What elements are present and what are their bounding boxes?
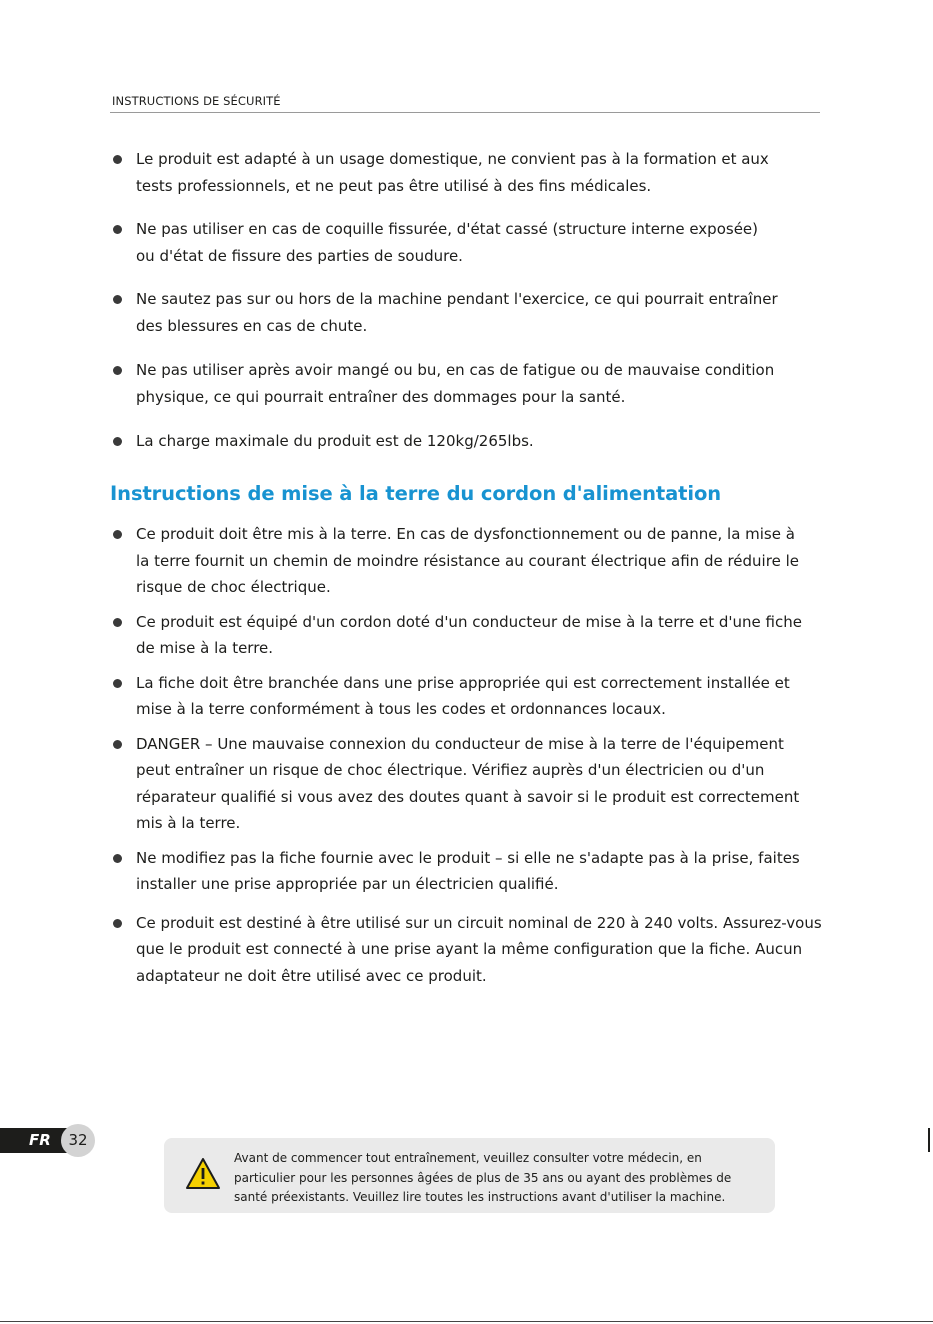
bullet-item — [110, 521, 872, 601]
bullet-line: Ce produit est équipé d'un cordon doté d'un conducteur de mise à la terre et d'une fiche — [136, 612, 802, 631]
grounding-list — [110, 521, 872, 997]
bullet-icon — [113, 437, 122, 446]
bullet-icon — [113, 366, 122, 375]
language-label: FR — [29, 1131, 51, 1149]
bullet-icon — [113, 225, 122, 234]
bullet-line: physique, ce qui pourrait entraîner des dommages pour la santé. — [136, 387, 626, 406]
bullet-item — [110, 428, 850, 455]
bullet-line: réparateur qualifié si vous avez des doutes quant à savoir si le produit est correctement — [136, 787, 800, 806]
bullet-line: Ne pas utiliser en cas de coquille fissurée, d'état cassé (structure interne exposée) — [136, 220, 759, 238]
bullet-item — [110, 357, 850, 410]
bullet-icon — [113, 295, 122, 304]
bullet-line: risque de choc électrique. — [136, 578, 331, 596]
bullet-line: la terre fournit un chemin de moindre résistance au courant électrique afin de réduire le — [136, 551, 799, 570]
safety-list — [110, 146, 850, 472]
bullet-item — [110, 286, 850, 339]
page-number: 32 — [61, 1124, 95, 1157]
section-title: Instructions de mise à la terre du cordon d'alimentation — [110, 482, 722, 505]
warning-line: particulier pour les personnes âgées de plus de 35 ans ou ayant des problèmes de — [234, 1170, 732, 1185]
bullet-line: que le produit est connecté à une prise ayant la même configuration que la fiche. Aucun — [136, 940, 803, 958]
warning-box — [164, 1138, 775, 1213]
bullet-item — [110, 845, 872, 898]
bullet-line: mis à la terre. — [136, 814, 241, 832]
bullet-line: tests professionnels, et ne peut pas être utilisé à des fins médicales. — [136, 176, 652, 195]
warning-triangle-icon — [184, 1156, 222, 1192]
warning-line: santé préexistants. Veuillez lire toutes les instructions avant d'utiliser la machine. — [234, 1190, 726, 1204]
warning-line: Avant de commencer tout entraînement, veuillez consulter votre médecin, en — [234, 1151, 702, 1165]
page-edge-mark — [928, 1128, 930, 1152]
bullet-line: Ne pas utiliser après avoir mangé ou bu, en cas de fatigue ou de mauvaise condition — [136, 361, 775, 379]
bullet-icon — [113, 854, 122, 863]
bullet-icon — [113, 530, 122, 539]
bullet-item — [110, 910, 872, 990]
bullet-line: de mise à la terre. — [136, 639, 274, 657]
bullet-line: La charge maximale du produit est de 120kg/265lbs. — [136, 432, 534, 450]
bullet-line: La fiche doit être branchée dans une prise appropriée qui est correctement installée et — [136, 673, 790, 692]
bullet-icon — [113, 740, 122, 749]
header-divider — [110, 112, 820, 113]
bullet-line: DANGER – Une mauvaise connexion du conducteur de mise à la terre de l'équipement — [136, 734, 784, 753]
bullet-icon — [113, 155, 122, 164]
bullet-line: Ne sautez pas sur ou hors de la machine pendant l'exercice, ce qui pourrait entraîner — [136, 290, 778, 308]
bullet-line: des blessures en cas de chute. — [136, 316, 368, 335]
bullet-line: ou d'état de fissure des parties de soudure. — [136, 246, 463, 265]
page-header: INSTRUCTIONS DE SÉCURITÉ — [112, 94, 281, 108]
bullet-line: adaptateur ne doit être utilisé avec ce produit. — [136, 966, 487, 985]
bullet-icon — [113, 919, 122, 928]
bullet-line: installer une prise appropriée par un électricien qualifié. — [136, 875, 559, 893]
bullet-line: Ne modifiez pas la fiche fournie avec le produit – si elle ne s'adapte pas à la prise, faites — [136, 848, 800, 867]
warning-text — [234, 1149, 774, 1208]
bullet-item — [110, 609, 872, 662]
bullet-line: mise à la terre conformément à tous les codes et ordonnances locaux. — [136, 700, 666, 718]
bullet-item — [110, 731, 872, 837]
bullet-item — [110, 146, 850, 199]
bullet-item — [110, 670, 872, 723]
bullet-icon — [113, 618, 122, 627]
bullet-line: peut entraîner un risque de choc électrique. Vérifiez auprès d'un électricien ou d'un — [136, 761, 765, 779]
bottom-divider — [0, 1321, 933, 1322]
bullet-line: Ce produit est destiné à être utilisé sur un circuit nominal de 220 à 240 volts. Assurez-vous — [136, 913, 822, 932]
bullet-icon — [113, 679, 122, 688]
bullet-line: Ce produit doit être mis à la terre. En cas de dysfonctionnement ou de panne, la mise à — [136, 525, 795, 543]
bullet-line: Le produit est adapté à un usage domestique, ne convient pas à la formation et aux — [136, 150, 769, 168]
bullet-item — [110, 216, 850, 269]
